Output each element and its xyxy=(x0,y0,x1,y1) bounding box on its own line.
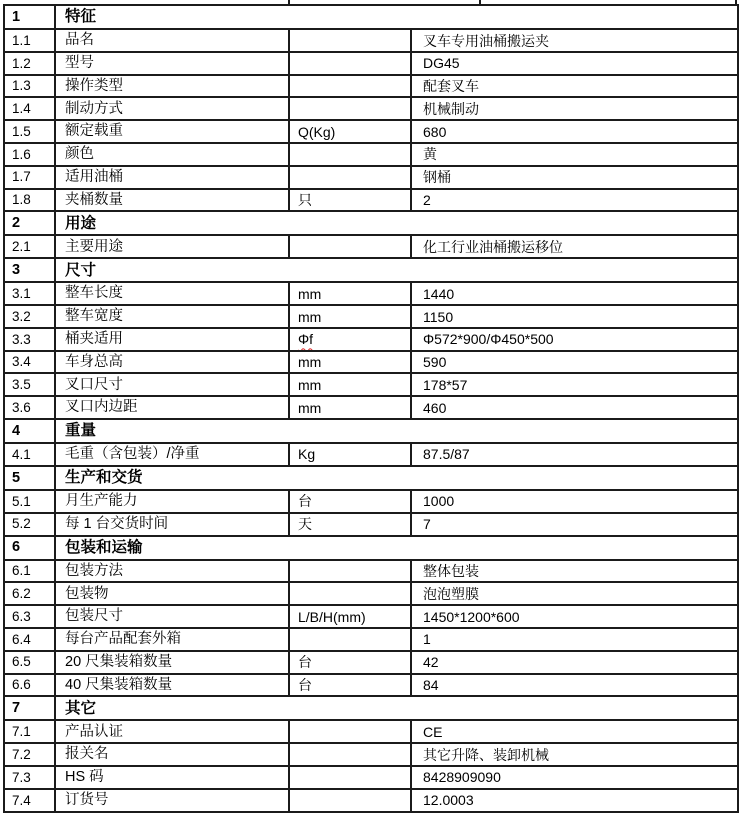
section-number-cell-text: 6 xyxy=(12,539,21,556)
unit-cell xyxy=(289,443,411,466)
label-cell-text: 包装尺寸 xyxy=(65,608,123,625)
spec-row xyxy=(4,720,738,743)
unit-cell xyxy=(289,29,411,52)
spec-row xyxy=(4,97,738,120)
value-cell xyxy=(411,605,738,628)
section-title-cell xyxy=(55,419,738,443)
label-cell-text: 包装物 xyxy=(65,585,109,602)
label-cell-text: 毛重（含包装）/净重 xyxy=(65,446,200,463)
label-cell xyxy=(55,189,289,212)
unit-cell xyxy=(289,582,411,605)
unit-cell-text: mm xyxy=(298,354,322,371)
value-cell-text: 整体包装 xyxy=(423,563,479,580)
section-title-cell xyxy=(55,211,738,235)
row-number-cell xyxy=(4,560,55,583)
spec-row xyxy=(4,743,738,766)
unit-cell xyxy=(289,143,411,166)
row-number-cell-text: 1.2 xyxy=(12,55,31,71)
unit-cell xyxy=(289,490,411,513)
section-number-cell xyxy=(4,211,55,235)
label-cell xyxy=(55,351,289,374)
label-cell xyxy=(55,373,289,396)
value-cell-text: 化工行业油桶搬运移位 xyxy=(423,238,563,255)
spec-row xyxy=(4,143,738,166)
row-number-cell-text: 7.3 xyxy=(12,769,31,785)
label-cell xyxy=(55,305,289,328)
spec-row xyxy=(4,443,738,466)
row-number-cell xyxy=(4,166,55,189)
label-cell xyxy=(55,789,289,812)
unit-cell xyxy=(289,120,411,143)
section-title-cell xyxy=(55,466,738,490)
label-cell-text: 额定载重 xyxy=(65,123,123,140)
spec-row xyxy=(4,351,738,374)
row-number-cell-text: 1.8 xyxy=(12,192,31,208)
unit-cell xyxy=(289,560,411,583)
label-cell-text: 叉口尺寸 xyxy=(65,376,123,393)
row-number-cell xyxy=(4,235,55,258)
value-cell-text: 钢桶 xyxy=(423,169,451,186)
spec-row xyxy=(4,235,738,258)
label-cell xyxy=(55,97,289,120)
row-number-cell-text: 3.4 xyxy=(12,354,31,370)
row-number-cell-text: 1.1 xyxy=(12,32,31,48)
label-cell-text: 适用油桶 xyxy=(65,168,123,185)
spec-row xyxy=(4,674,738,697)
spec-row xyxy=(4,373,738,396)
label-cell xyxy=(55,443,289,466)
label-cell xyxy=(55,282,289,305)
row-number-cell xyxy=(4,120,55,143)
unit-cell xyxy=(289,789,411,812)
section-title-cell-text: 其它 xyxy=(65,699,97,717)
section-title-cell xyxy=(55,536,738,560)
spec-row xyxy=(4,166,738,189)
label-cell xyxy=(55,143,289,166)
row-number-cell-text: 3.2 xyxy=(12,308,31,324)
label-cell xyxy=(55,674,289,697)
row-number-cell xyxy=(4,143,55,166)
spec-row xyxy=(4,490,738,513)
value-cell xyxy=(411,328,738,351)
value-cell xyxy=(411,628,738,651)
row-number-cell-text: 5.2 xyxy=(12,516,31,532)
section-number-cell-text: 4 xyxy=(12,422,21,439)
unit-cell-text: mm xyxy=(298,399,322,416)
row-number-cell xyxy=(4,373,55,396)
row-number-cell xyxy=(4,605,55,628)
label-cell xyxy=(55,605,289,628)
label-cell xyxy=(55,75,289,98)
row-number-cell-text: 5.1 xyxy=(12,493,31,509)
label-cell-text: 制动方式 xyxy=(65,100,123,117)
value-cell-text: 1000 xyxy=(423,493,455,510)
row-number-cell xyxy=(4,513,55,536)
unit-cell xyxy=(289,282,411,305)
spec-row xyxy=(4,189,738,212)
row-number-cell xyxy=(4,628,55,651)
unit-cell-text: 台 xyxy=(298,493,312,510)
value-cell xyxy=(411,351,738,374)
unit-cell-text: L/B/H(mm) xyxy=(298,608,366,625)
row-number-cell xyxy=(4,766,55,789)
spec-row xyxy=(4,75,738,98)
label-cell-text: 整车宽度 xyxy=(65,308,123,325)
value-cell-text: 1440 xyxy=(423,285,455,302)
value-cell xyxy=(411,120,738,143)
row-number-cell xyxy=(4,582,55,605)
label-cell-text: 产品认证 xyxy=(65,723,123,740)
value-cell xyxy=(411,560,738,583)
section-row xyxy=(4,536,738,560)
value-cell-text: DG45 xyxy=(423,55,460,72)
unit-cell-text: Kg xyxy=(298,446,316,463)
row-number-cell-text: 6.4 xyxy=(12,631,31,647)
row-number-cell-text: 7.1 xyxy=(12,724,31,740)
value-cell xyxy=(411,282,738,305)
section-row xyxy=(4,258,738,282)
row-number-cell xyxy=(4,720,55,743)
unit-cell xyxy=(289,328,411,351)
label-cell-text: 整车长度 xyxy=(65,285,123,302)
row-number-cell xyxy=(4,328,55,351)
spec-row xyxy=(4,29,738,52)
row-number-cell xyxy=(4,52,55,75)
label-cell xyxy=(55,743,289,766)
unit-cell xyxy=(289,513,411,536)
value-cell xyxy=(411,789,738,812)
label-cell-text: 操作类型 xyxy=(65,77,123,94)
value-cell xyxy=(411,52,738,75)
row-number-cell-text: 6.5 xyxy=(12,654,31,670)
unit-cell xyxy=(289,743,411,766)
section-title-cell xyxy=(55,696,738,720)
spec-row xyxy=(4,766,738,789)
section-title-cell xyxy=(55,258,738,282)
value-cell xyxy=(411,674,738,697)
unit-cell xyxy=(289,305,411,328)
row-number-cell xyxy=(4,29,55,52)
value-cell xyxy=(411,651,738,674)
value-cell xyxy=(411,166,738,189)
value-cell-text: 机械制动 xyxy=(423,100,479,117)
label-cell xyxy=(55,490,289,513)
row-number-cell xyxy=(4,443,55,466)
unit-cell xyxy=(289,351,411,374)
value-cell-text: 460 xyxy=(423,399,447,416)
section-title-cell-text: 特征 xyxy=(65,8,97,26)
value-cell-text: 泡泡塑膜 xyxy=(423,585,479,602)
value-cell-text: 42 xyxy=(423,654,439,671)
value-cell xyxy=(411,235,738,258)
value-cell xyxy=(411,743,738,766)
spec-row xyxy=(4,605,738,628)
section-row xyxy=(4,211,738,235)
unit-cell xyxy=(289,766,411,789)
value-cell xyxy=(411,720,738,743)
unit-cell-text: Q(Kg) xyxy=(298,123,336,140)
row-number-cell xyxy=(4,282,55,305)
unit-cell xyxy=(289,373,411,396)
row-number-cell-text: 1.5 xyxy=(12,123,31,139)
value-cell-text: Φ572*900/Φ450*500 xyxy=(423,331,554,348)
row-number-cell-text: 6.6 xyxy=(12,677,31,693)
value-cell xyxy=(411,143,738,166)
label-cell-text: 报关名 xyxy=(65,746,109,763)
value-cell xyxy=(411,582,738,605)
spec-row xyxy=(4,582,738,605)
row-number-cell-text: 1.7 xyxy=(12,169,31,185)
label-cell-text: 颜色 xyxy=(65,146,94,163)
label-cell xyxy=(55,29,289,52)
label-cell xyxy=(55,328,289,351)
value-cell xyxy=(411,396,738,419)
section-number-cell-text: 1 xyxy=(12,8,21,25)
value-cell xyxy=(411,373,738,396)
section-title-cell-text: 重量 xyxy=(65,422,97,440)
unit-cell xyxy=(289,628,411,651)
value-cell-text: 1 xyxy=(423,631,431,648)
section-number-cell-text: 2 xyxy=(12,215,21,232)
value-cell-text: 1150 xyxy=(423,308,454,325)
unit-cell-text: mm xyxy=(298,308,322,325)
label-cell xyxy=(55,560,289,583)
value-cell-text: 87.5/87 xyxy=(423,446,470,463)
label-cell-text: 主要用途 xyxy=(65,238,123,255)
section-number-cell xyxy=(4,466,55,490)
value-cell-text: 2 xyxy=(423,191,431,208)
label-cell xyxy=(55,166,289,189)
value-cell-text: 12.0003 xyxy=(423,792,474,809)
unit-cell xyxy=(289,674,411,697)
value-cell xyxy=(411,97,738,120)
spec-table xyxy=(3,4,739,813)
section-title-cell xyxy=(55,5,738,29)
unit-cell xyxy=(289,396,411,419)
section-number-cell-text: 5 xyxy=(12,469,21,486)
row-number-cell xyxy=(4,305,55,328)
unit-cell xyxy=(289,189,411,212)
label-cell xyxy=(55,513,289,536)
value-cell xyxy=(411,766,738,789)
section-title-cell-text: 生产和交货 xyxy=(65,469,143,487)
label-cell-text: 品名 xyxy=(65,32,94,49)
row-number-cell xyxy=(4,789,55,812)
unit-cell-text: mm xyxy=(298,376,322,393)
label-cell-text: 每台产品配套外箱 xyxy=(65,631,181,648)
value-cell xyxy=(411,513,738,536)
value-cell-text: 680 xyxy=(423,123,447,140)
unit-cell xyxy=(289,605,411,628)
label-cell xyxy=(55,766,289,789)
spec-row xyxy=(4,396,738,419)
row-number-cell xyxy=(4,396,55,419)
label-cell-text: HS 码 xyxy=(65,769,104,786)
row-number-cell-text: 7.2 xyxy=(12,746,31,762)
section-title-cell-text: 包装和运输 xyxy=(65,538,143,556)
unit-cell xyxy=(289,651,411,674)
unit-cell-text: Φf xyxy=(298,331,314,348)
value-cell-text: 配套叉车 xyxy=(423,78,479,95)
label-cell xyxy=(55,52,289,75)
spec-row xyxy=(4,120,738,143)
section-title-cell-text: 用途 xyxy=(65,214,97,232)
spec-table-body xyxy=(4,5,738,812)
row-number-cell xyxy=(4,97,55,120)
unit-cell xyxy=(289,166,411,189)
label-cell-text: 每 1 台交货时间 xyxy=(65,515,169,532)
label-cell-text: 夹桶数量 xyxy=(65,191,123,208)
section-number-cell xyxy=(4,419,55,443)
spec-row xyxy=(4,560,738,583)
value-cell xyxy=(411,443,738,466)
row-number-cell-text: 6.1 xyxy=(12,563,31,579)
value-cell xyxy=(411,305,738,328)
label-cell xyxy=(55,582,289,605)
label-cell xyxy=(55,235,289,258)
value-cell xyxy=(411,75,738,98)
row-number-cell xyxy=(4,75,55,98)
row-number-cell-text: 1.3 xyxy=(12,78,31,94)
value-cell xyxy=(411,490,738,513)
row-number-cell xyxy=(4,651,55,674)
unit-cell xyxy=(289,720,411,743)
label-cell-text: 车身总高 xyxy=(65,353,123,370)
section-number-cell xyxy=(4,696,55,720)
row-number-cell xyxy=(4,490,55,513)
section-number-cell xyxy=(4,5,55,29)
unit-cell xyxy=(289,75,411,98)
label-cell xyxy=(55,720,289,743)
unit-cell xyxy=(289,52,411,75)
label-cell-text: 订货号 xyxy=(65,792,109,809)
label-cell-text: 40 尺集装箱数量 xyxy=(65,676,173,693)
spec-row xyxy=(4,328,738,351)
row-number-cell-text: 2.1 xyxy=(12,239,31,255)
label-cell-text: 包装方法 xyxy=(65,562,123,579)
value-cell xyxy=(411,189,738,212)
unit-cell-text: mm xyxy=(298,285,322,302)
spec-row xyxy=(4,282,738,305)
section-title-cell-text: 尺寸 xyxy=(65,261,97,279)
value-cell-text: 叉车专用油桶搬运夹 xyxy=(423,32,549,49)
row-number-cell-text: 7.4 xyxy=(12,792,31,808)
label-cell xyxy=(55,651,289,674)
label-cell xyxy=(55,628,289,651)
value-cell-text: CE xyxy=(423,723,443,740)
row-number-cell-text: 1.4 xyxy=(12,101,31,117)
value-cell-text: 1450*1200*600 xyxy=(423,608,520,625)
spec-row xyxy=(4,52,738,75)
row-number-cell-text: 3.6 xyxy=(12,399,31,415)
label-cell-text: 月生产能力 xyxy=(65,493,138,510)
label-cell-text: 桶夹适用 xyxy=(65,331,123,348)
value-cell xyxy=(411,29,738,52)
section-row xyxy=(4,5,738,29)
unit-cell-text: 台 xyxy=(298,676,312,693)
section-number-cell xyxy=(4,536,55,560)
unit-cell-text: 台 xyxy=(298,654,312,671)
spec-row xyxy=(4,651,738,674)
value-cell-text: 黄 xyxy=(423,146,437,163)
value-cell-text: 178*57 xyxy=(423,376,468,393)
row-number-cell xyxy=(4,351,55,374)
row-number-cell-text: 3.5 xyxy=(12,377,31,393)
row-number-cell-text: 6.2 xyxy=(12,586,31,602)
spec-row xyxy=(4,305,738,328)
value-cell-text: 590 xyxy=(423,354,447,371)
value-cell-text: 8428909090 xyxy=(423,769,501,786)
label-cell-text: 型号 xyxy=(65,55,94,72)
section-row xyxy=(4,696,738,720)
value-cell-text: 84 xyxy=(423,676,439,693)
value-cell-text: 7 xyxy=(423,516,431,533)
unit-cell xyxy=(289,235,411,258)
section-row xyxy=(4,419,738,443)
section-number-cell-text: 3 xyxy=(12,262,21,279)
label-cell xyxy=(55,120,289,143)
section-number-cell-text: 7 xyxy=(12,700,21,717)
section-number-cell xyxy=(4,258,55,282)
value-cell-text: 其它升降、装卸机械 xyxy=(423,746,549,763)
row-number-cell xyxy=(4,674,55,697)
spec-row xyxy=(4,789,738,812)
label-cell-text: 叉口内边距 xyxy=(65,399,138,416)
row-number-cell xyxy=(4,743,55,766)
row-number-cell-text: 6.3 xyxy=(12,608,31,624)
spec-row xyxy=(4,513,738,536)
unit-cell-text: 只 xyxy=(298,191,312,208)
row-number-cell-text: 3.3 xyxy=(12,331,31,347)
row-number-cell-text: 3.1 xyxy=(12,285,31,301)
label-cell-text: 20 尺集装箱数量 xyxy=(65,653,173,670)
row-number-cell xyxy=(4,189,55,212)
row-number-cell-text: 1.6 xyxy=(12,146,31,162)
unit-cell xyxy=(289,97,411,120)
unit-cell-text: 天 xyxy=(298,516,312,533)
row-number-cell-text: 4.1 xyxy=(12,446,31,462)
spec-row xyxy=(4,628,738,651)
section-row xyxy=(4,466,738,490)
label-cell xyxy=(55,396,289,419)
